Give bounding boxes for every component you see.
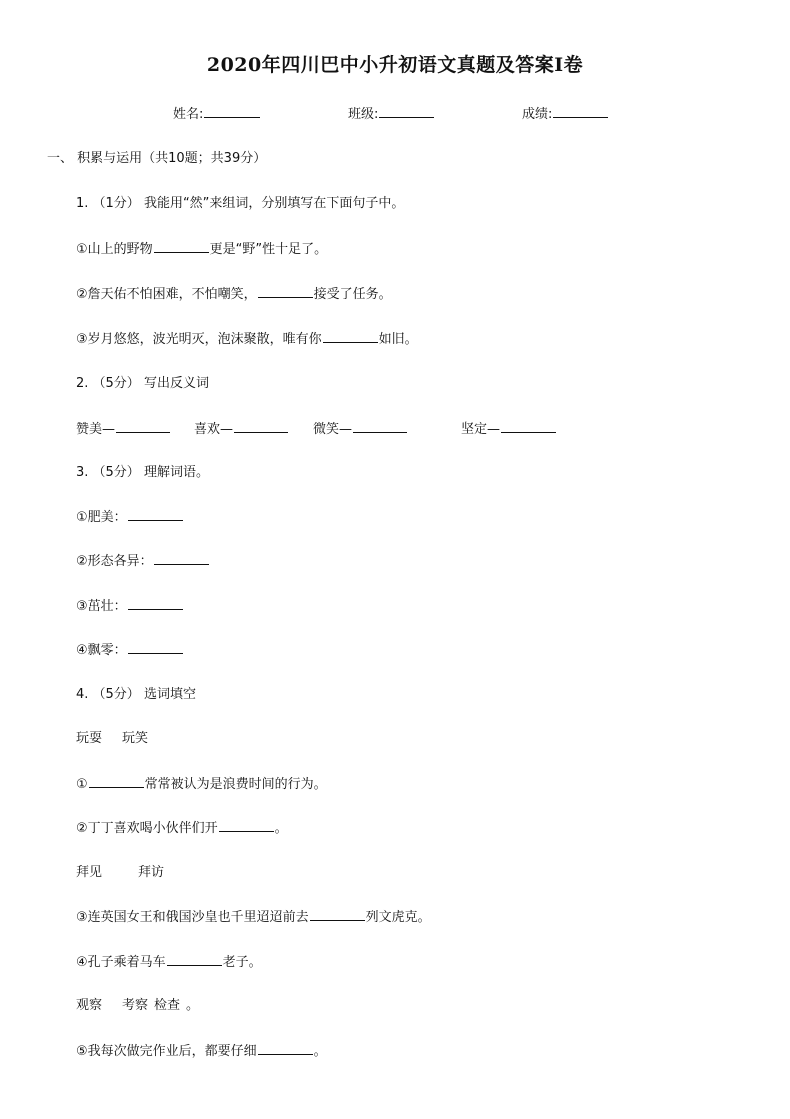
- name-field: [173, 103, 261, 122]
- q1-s2-text-b: 接受了任务。: [313, 287, 392, 302]
- q4-s2-blank[interactable]: [219, 819, 274, 832]
- q3-term-4: ④飘零：: [76, 643, 127, 658]
- q4-s3-text-a: ③连英国女王和俄国沙皇也千里迢迢前去: [76, 910, 309, 925]
- q4-s3-blank[interactable]: [310, 908, 365, 921]
- q4-g2-word-1: 拜见: [76, 865, 103, 880]
- name-blank[interactable]: [204, 105, 260, 118]
- q1-s3-text-b: 如旧。: [378, 332, 418, 347]
- student-info-row: [0, 103, 790, 123]
- class-label: 班级:: [348, 107, 379, 122]
- q3-term-2: ②形态各异：: [76, 554, 153, 569]
- q1-s2-blank[interactable]: [258, 285, 313, 298]
- q4-g1-word-1: 玩耍: [76, 731, 103, 746]
- q1-stem: 1. （1分） 我能用“然”来组词，分别填写在下面句子中。: [76, 196, 405, 211]
- name-label: 姓名:: [173, 107, 204, 122]
- page-title: 2020年四川巴中小升初语文真题及答案Ⅰ卷: [206, 54, 584, 76]
- q1-s1-blank[interactable]: [154, 240, 209, 253]
- q2-antonym-3: [313, 420, 408, 439]
- q4-word-group-3: [76, 997, 199, 1015]
- q1-sentence-2: [76, 285, 392, 304]
- q2-antonym-4: [461, 420, 557, 439]
- q4-sentence-5: [76, 1042, 327, 1061]
- q3-blank-2[interactable]: [154, 552, 209, 565]
- q4-s2-text-a: ②丁丁喜欢喝小伙伴们开: [76, 821, 218, 836]
- q4-s4-text-b: 老子。: [222, 955, 262, 970]
- class-field: [348, 103, 435, 122]
- q4-sentence-1: [76, 775, 327, 794]
- q4-g3-word-1: 观察: [76, 998, 103, 1013]
- q4-s4-blank[interactable]: [167, 953, 222, 966]
- q4-s4-text-a: ④孔子乘着马车: [76, 955, 166, 970]
- q4-g3-end-mark: 。: [186, 998, 200, 1013]
- q1-s2-text-a: ②詹天佑不怕困难，不怕嘲笑，: [76, 287, 257, 302]
- q2-word-1: 赞美—: [76, 422, 116, 437]
- section-heading: 一、 积累与运用（共10题；共39分）: [47, 151, 267, 166]
- q4-sentence-2: [76, 819, 288, 838]
- score-field: [522, 103, 609, 122]
- q1-sentence-1: [76, 240, 327, 259]
- q3-term-3: ③茁壮：: [76, 599, 127, 614]
- q4-s2-text-b: 。: [274, 821, 288, 836]
- q4-g1-word-2: 玩笑: [122, 731, 149, 746]
- q4-stem: 4. （5分） 选词填空: [76, 687, 196, 702]
- q4-word-group-2: [76, 864, 164, 882]
- q4-s5-text-b: 。: [313, 1044, 327, 1059]
- q1-s1-text-b: 更是“野”性十足了。: [209, 242, 328, 257]
- score-blank[interactable]: [553, 105, 608, 118]
- q1-sentence-3: [76, 330, 418, 349]
- q4-s5-text-a: ⑤我每次做完作业后，都要仔细: [76, 1044, 257, 1059]
- q2-stem: 2. （5分） 写出反义词: [76, 376, 209, 391]
- q2-antonym-1: [76, 420, 171, 439]
- q4-g2-word-2: 拜访: [138, 865, 165, 880]
- q2-blank-2[interactable]: [234, 420, 288, 433]
- q2-word-4: 坚定—: [461, 422, 501, 437]
- q2-word-2: 喜欢—: [194, 422, 234, 437]
- q3-blank-1[interactable]: [128, 508, 183, 521]
- q1-s1-text-a: ①山上的野物: [76, 242, 153, 257]
- score-label: 成绩:: [522, 107, 553, 122]
- q2-blank-1[interactable]: [116, 420, 170, 433]
- q3-item-4: [76, 641, 184, 660]
- q2-blank-3[interactable]: [353, 420, 407, 433]
- q2-word-3: 微笑—: [313, 422, 353, 437]
- q3-term-1: ①肥美：: [76, 510, 127, 525]
- q4-g3-word-3: 检查: [154, 998, 181, 1013]
- q4-sentence-4: [76, 953, 262, 972]
- q3-stem: 3. （5分） 理解词语。: [76, 465, 209, 480]
- q2-blank-4[interactable]: [501, 420, 556, 433]
- q4-s3-text-b: 列文虎克。: [365, 910, 431, 925]
- q3-item-2: [76, 552, 210, 571]
- q4-sentence-3: [76, 908, 431, 927]
- q1-s3-text-a: ③岁月悠悠，波光明灭，泡沫聚散，唯有你: [76, 332, 322, 347]
- q3-item-1: [76, 508, 184, 527]
- q3-blank-4[interactable]: [128, 641, 183, 654]
- q4-g3-word-2: 考察: [122, 998, 149, 1013]
- q4-s5-blank[interactable]: [258, 1042, 313, 1055]
- q4-s1-blank[interactable]: [89, 775, 144, 788]
- q3-item-3: [76, 597, 184, 616]
- q4-word-group-1: [76, 730, 148, 748]
- q3-blank-3[interactable]: [128, 597, 183, 610]
- q2-antonym-2: [194, 420, 289, 439]
- q1-s3-blank[interactable]: [323, 330, 378, 343]
- q4-s1-text-b: 常常被认为是浪费时间的行为。: [144, 777, 327, 792]
- q4-s1-text-a: ①: [76, 777, 88, 792]
- class-blank[interactable]: [379, 105, 434, 118]
